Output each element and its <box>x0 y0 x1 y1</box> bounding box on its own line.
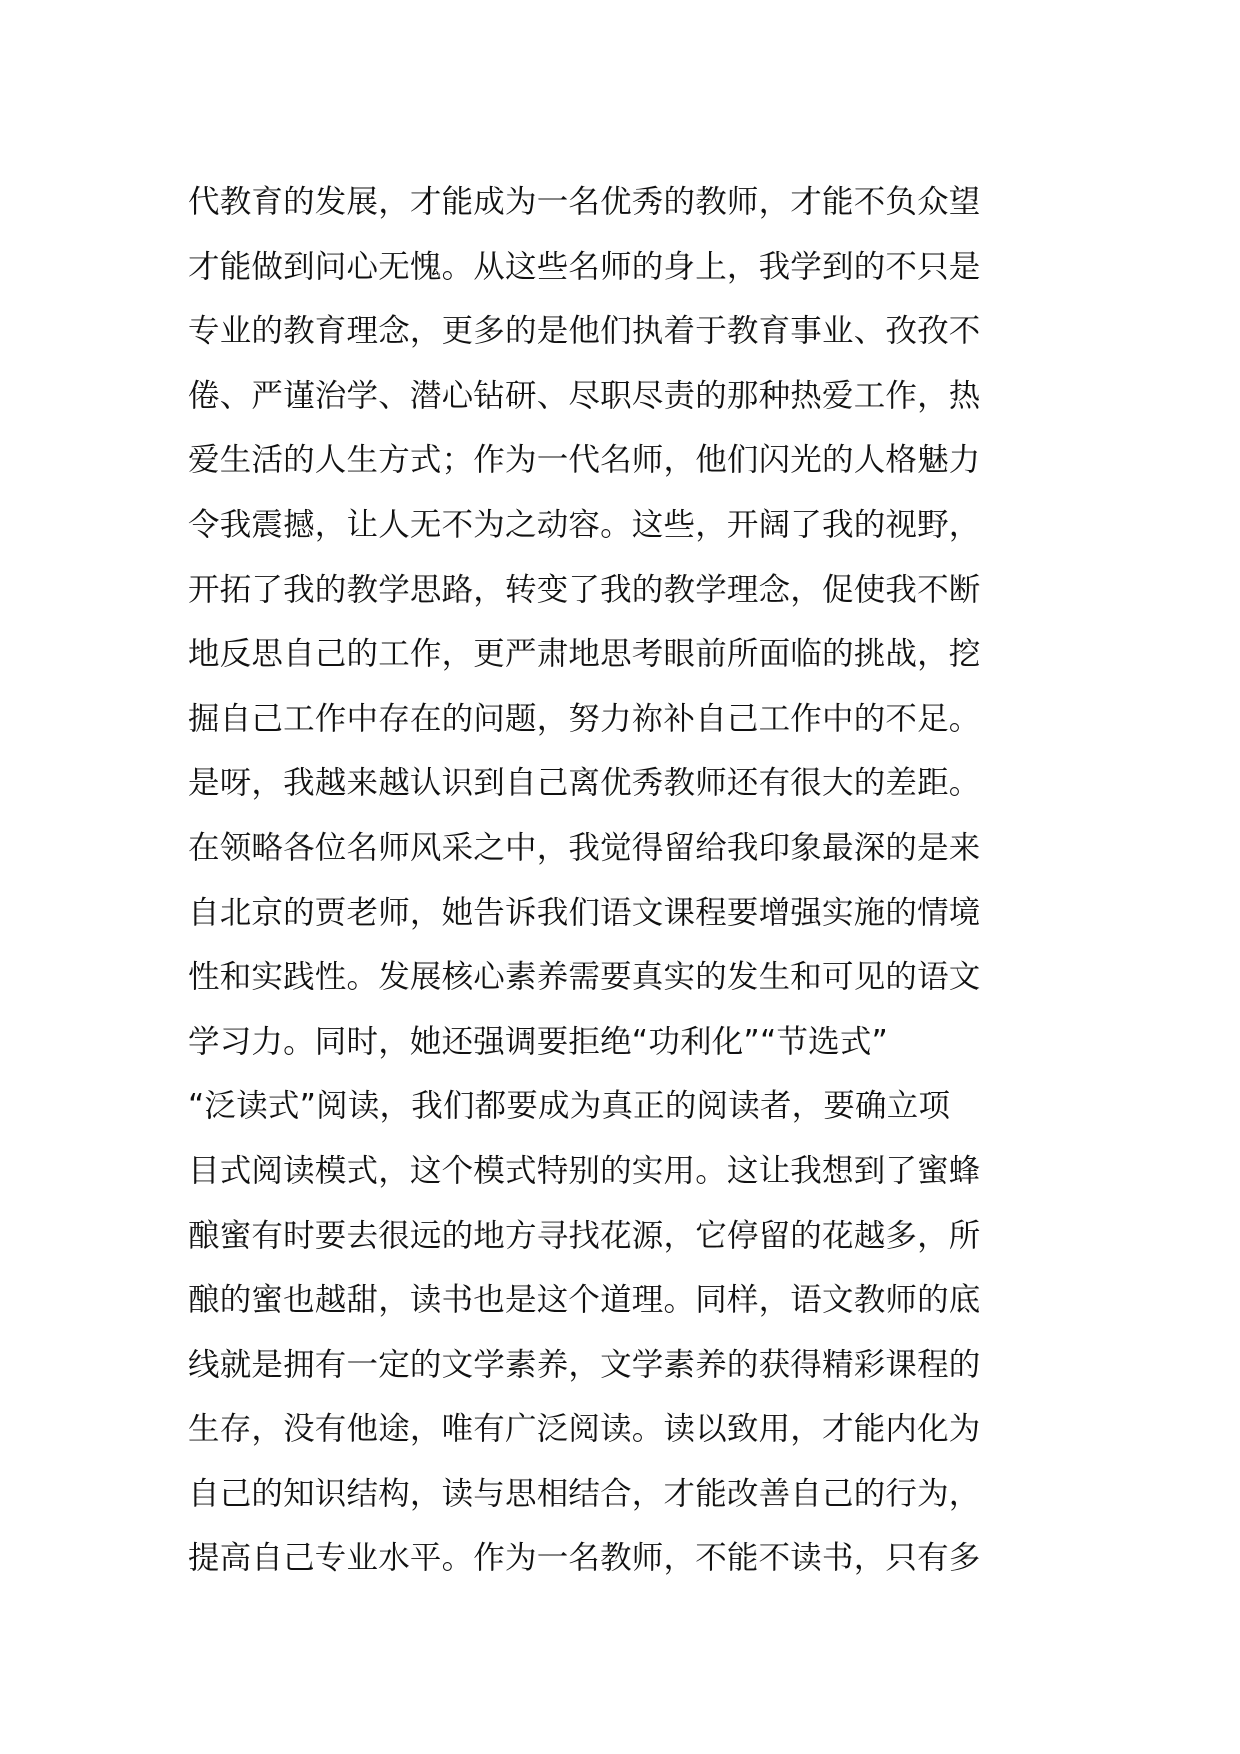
text-line: 在领略各位名师风采之中，我觉得留给我印象最深的是来 <box>188 829 981 866</box>
text-line: 生存，没有他途，唯有广泛阅读。读以致用，才能内化为 <box>188 1411 981 1448</box>
text-line: 酿蜜有时要去很远的地方寻找花源，它停留的花越多，所 <box>188 1217 981 1254</box>
text-line: 自己的知识结构，读与思相结合，才能改善自己的行为， <box>188 1475 981 1512</box>
text-line: 性和实践性。发展核心素养需要真实的发生和可见的语文 <box>188 959 981 996</box>
text-line: 地反思自己的工作，更严肃地思考眼前所面临的挑战，挖 <box>188 636 981 673</box>
text-line: 令我震撼，让人无不为之动容。这些，开阔了我的视野， <box>188 506 981 543</box>
text-line: 代教育的发展，才能成为一名优秀的教师，才能不负众望 <box>188 184 981 220</box>
text-line: 线就是拥有一定的文学素养，文学素养的获得精彩课程的 <box>188 1346 981 1383</box>
text-line: 提高自己专业水平。作为一名教师，不能不读书，只有多 <box>188 1540 981 1577</box>
text-line: 专业的教育理念，更多的是他们执着于教育事业、孜孜不 <box>188 313 981 350</box>
text-line: 掘自己工作中存在的问题，努力祢补自己工作中的不足。 <box>188 700 981 737</box>
text-line: 目式阅读模式，这个模式特别的实用。这让我想到了蜜蜂 <box>188 1152 981 1189</box>
text-line: 学习力。同时，她还强调要拒绝“功利化”“节选式” <box>188 1023 889 1060</box>
text-line: 酿的蜜也越甜，读书也是这个道理。同样，语文教师的底 <box>188 1282 981 1319</box>
text-line: 是呀，我越来越认识到自己离优秀教师还有很大的差距。 <box>188 765 981 802</box>
text-line: 自北京的贾老师，她告诉我们语文课程要增强实施的情境 <box>188 894 981 931</box>
text-line: 才能做到问心无愧。从这些名师的身上，我学到的不只是 <box>188 248 981 285</box>
body-text <box>188 170 1058 1591</box>
text-line: 开拓了我的教学思路，转变了我的教学理念，促使我不断 <box>188 571 981 608</box>
text-line: “泛读式”阅读，我们都要成为真正的阅读者，要确立项 <box>188 1088 951 1125</box>
text-line: 倦、严谨治学、潜心钻研、尽职尽责的那种热爱工作，热 <box>188 377 981 414</box>
text-line: 爱生活的人生方式；作为一代名师，他们闪光的人格魅力 <box>188 442 981 479</box>
